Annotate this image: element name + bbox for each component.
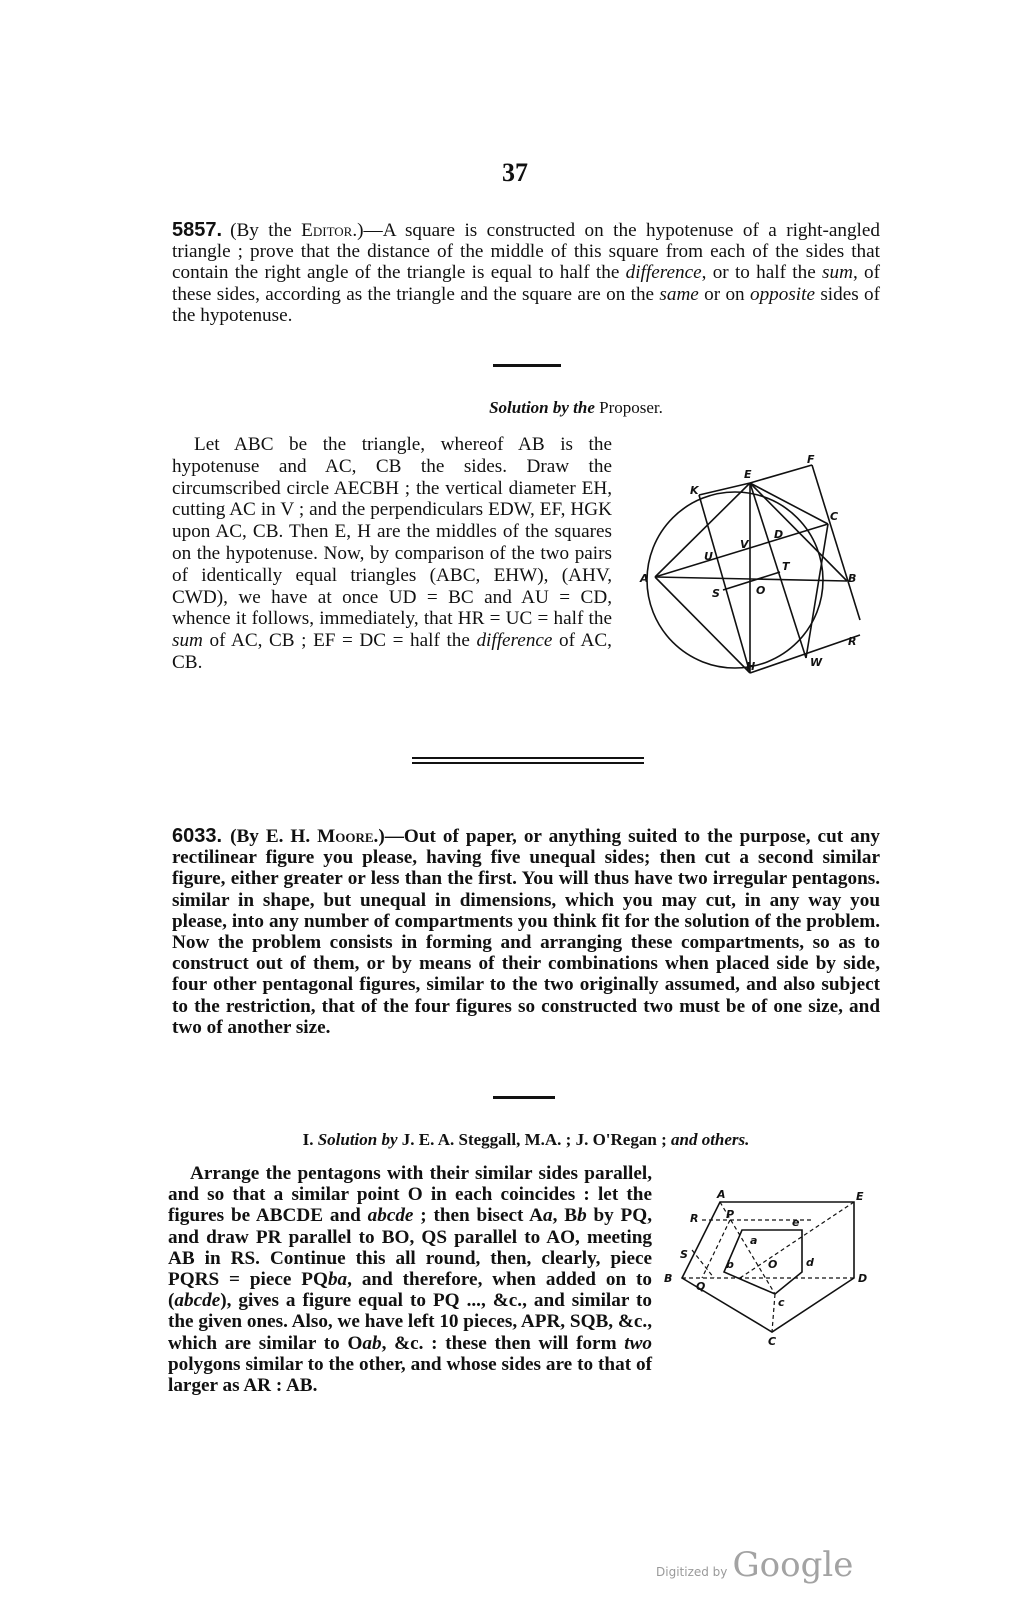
svg-text:K: K <box>690 484 699 497</box>
svg-text:D: D <box>858 1272 868 1285</box>
line-EW <box>750 483 806 658</box>
svg-text:B: B <box>664 1272 673 1285</box>
svg-text:S: S <box>680 1248 688 1261</box>
section-divider <box>493 1096 555 1099</box>
svg-text:B: B <box>848 572 857 585</box>
svg-text:C: C <box>768 1335 777 1348</box>
double-rule-bottom <box>412 762 644 764</box>
question-5857: 5857. (By the Editor.)—A square is constructed on the hypotenuse of a right-angled triangle ; prove that the distance of the middle of this square from each of the sides that contain the right angle of the triangle is equal to half the difference, or to half the sum, of these sides, according as the triangle and the square are on the same or on opposite sides of the hypotenuse. <box>172 219 880 326</box>
line-EF <box>750 465 812 483</box>
svg-text:H: H <box>746 660 756 673</box>
svg-text:S: S <box>712 587 720 600</box>
svg-text:R: R <box>690 1212 699 1225</box>
svg-text:b: b <box>726 1258 734 1271</box>
solution-heading: Solution by the Proposer. <box>489 398 663 417</box>
page-number: 37 <box>502 158 528 187</box>
svg-text:c: c <box>778 1296 785 1309</box>
svg-text:O: O <box>768 1258 778 1271</box>
solution-6033-text: Arrange the pentagons with their similar sides parallel, and so that a similar point O in each coincides : let the figures be ABCDE and abcde ; then bisect Aa, Bb by PQ, and draw PR parallel to BO, QS parallel to AO, meeting AB in RS. Continue this all round, then, clearly, piece PQRS = piece PQba, and therefore, when added on to (abcde), gives a figure equal to PQ ..., &c., and similar to the given ones. Also, we have left 10 pieces, APR, SQB, &c., which are similar to Oab, &c. : these then will form two polygons similar to the other, and whose sides are to that of larger as AR : AB. <box>168 1163 880 1396</box>
line-CW <box>806 524 828 658</box>
question-6033: 6033. (By E. H. Moore.)—Out of paper, or anything suited to the purpose, cut any rectilinear figure you please, having five unequal sides; then cut a second similar figure, either greater or less than the first. You will thus have two irregular pentagons. similar in shape, but unequal in dimensions, which you may cut, in any way you please, into any number of compartments you think fit for the solution of the problem. Now the problem consists in forming and arranging these compartments, so as to construct out of them, or by means of their combinations when placed side by side, four other pentagonal figures, similar to the two originally assumed, and also subject to the restriction, that of the four figures so constructed two must be of one size, and two of another size. <box>172 825 880 1038</box>
question-number: 5857. <box>172 219 223 241</box>
svg-text:R: R <box>848 635 857 648</box>
svg-text:E: E <box>744 468 752 481</box>
svg-text:Q: Q <box>696 1280 706 1293</box>
svg-text:U: U <box>704 550 713 563</box>
svg-text:D: D <box>774 528 784 541</box>
svg-text:W: W <box>810 656 823 669</box>
svg-text:e: e <box>792 1216 800 1229</box>
svg-text:V: V <box>740 538 749 551</box>
line-ST <box>723 572 780 590</box>
svg-text:a: a <box>750 1234 758 1247</box>
dashed-cC <box>772 1294 775 1332</box>
question-number: 6033. <box>172 825 223 847</box>
svg-text:d: d <box>806 1256 814 1269</box>
figure-pentagon-diagram <box>664 1188 872 1350</box>
author-name: Editor <box>301 220 353 241</box>
figure-circle-diagram <box>610 430 860 673</box>
solution-heading: I. Solution by J. E. A. Steggall, M.A. ; J. O'Regan ; and others. <box>302 1130 750 1149</box>
svg-text:C: C <box>830 510 839 523</box>
digitized-by-google-watermark: Digitized by Google <box>656 1545 854 1585</box>
svg-text:A: A <box>717 1188 726 1201</box>
svg-text:P: P <box>726 1208 735 1221</box>
svg-text:O: O <box>756 584 766 597</box>
svg-text:F: F <box>807 453 815 466</box>
dashed-SQ <box>692 1250 714 1278</box>
section-divider <box>493 364 561 367</box>
google-logo: Google <box>732 1545 854 1585</box>
svg-text:T: T <box>782 560 790 573</box>
line-HR <box>750 635 860 673</box>
author-name: Moore <box>317 826 374 847</box>
line-FR <box>812 465 860 620</box>
double-rule-top <box>412 757 644 759</box>
svg-text:A: A <box>640 572 649 585</box>
solution-5857-text: Let ABC be the triangle, whereof AB is the hypotenuse and AC, CB the sides. Draw the circumscribed circle AECBH ; the vertical diameter EH, cutting AC in V ; and the perpendiculars EDW, EF, HGK upon AC, CB. Then E, H are the middles of the squares on the hypotenuse. Now, by comparison of the two pairs of identically equal triangles (ABC, EHW), (AHV, CWD), we have at once UD = BC and AU = CD, whence it follows, immediately, that HR = UC = half the sum of AC, CB ; EF = DC = half the difference of AC, CB. <box>172 434 612 673</box>
svg-text:E: E <box>856 1190 864 1203</box>
